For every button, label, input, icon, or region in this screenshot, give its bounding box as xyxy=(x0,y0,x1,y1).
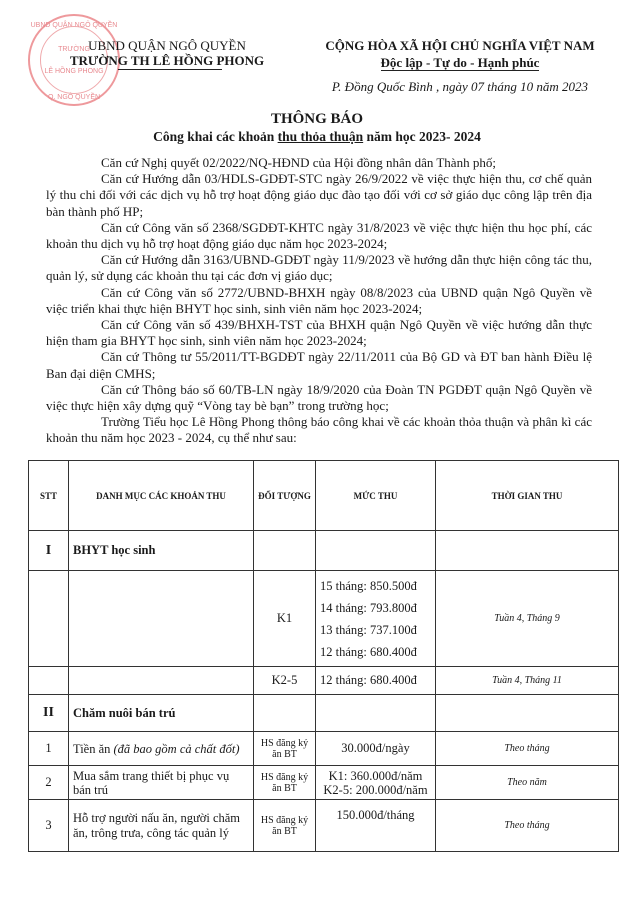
org-line2: TRƯỜNG TH LÊ HỒNG PHONG xyxy=(69,53,265,68)
basis-item: Căn cứ Công văn số 2772/UBND-BHXH ngày 08/8/2023 của UBND quận Ngô Quyền về việc triển khai thực hiện BHYT học sinh, sinh viên năm học 2023-2024; xyxy=(46,284,592,316)
level-cell xyxy=(316,766,436,800)
row-name: Mua sắm trang thiết bị phục vụ bán trú xyxy=(69,766,254,800)
basis-item: Căn cứ Công văn số 2368/SGDĐT-KHTC ngày 31/8/2023 về việc thực hiện thu học phí, các khoản thu dịch vụ hỗ trợ hoạt động giáo dục năm học 2023-2024; xyxy=(46,219,592,252)
table-header-row xyxy=(29,461,619,531)
section-number: II xyxy=(29,695,69,732)
level-line: K2-5: 200.000đ/năm xyxy=(323,782,428,797)
row-name: Hỗ trợ người nấu ăn, người chăm ăn, trông trưa, công tác quản lý xyxy=(69,800,254,852)
basis-item: Căn cứ Hướng dẫn 3163/UBND-GDĐT ngày 11/9/2023 về hướng dẫn thực hiện công tác thu, quản lý, sử dụng các khoản thu tại các đơn vị giáo dục; xyxy=(46,252,592,284)
time-cell: Theo năm xyxy=(436,766,619,800)
row-name-text: Tiền ăn xyxy=(73,741,111,756)
section-name: BHYT học sinh xyxy=(69,531,254,571)
header-level: MỨC THU xyxy=(316,461,436,531)
target-cell: HS đăng ký ăn BT xyxy=(254,800,316,852)
subtitle-underlined: thu thỏa thuận xyxy=(277,129,364,144)
target-cell: K1 xyxy=(254,571,316,667)
time-cell: Tuần 4, Tháng 11 xyxy=(436,667,619,695)
level-cell: 150.000đ/tháng xyxy=(316,800,436,852)
stamp-inner-text: TRƯỜNG xyxy=(58,46,90,53)
section-name: Chăm nuôi bán trú xyxy=(69,695,254,732)
level-cell: 12 tháng: 680.400đ xyxy=(316,667,436,695)
basis-item: Căn cứ Nghị quyết 02/2022/NQ-HĐND của Hội đồng nhân dân Thành phố; xyxy=(101,155,496,170)
time-cell: Tuần 4, Tháng 9 xyxy=(436,571,619,667)
section-row xyxy=(29,695,619,732)
basis-item: Căn cứ Công văn số 439/BHXH-TST của BHXH quận Ngô Quyền về việc hướng dẫn thực hiện tham gia BHYT học sinh, sinh viên năm học 2023-2024; xyxy=(46,317,592,349)
nation-title: CỘNG HÒA XÃ HỘI CHỦ NGHĨA VIỆT NAM xyxy=(325,38,595,53)
section-row xyxy=(29,531,619,571)
row-name-note: (đã bao gồm cả chất đốt) xyxy=(113,741,240,756)
table-row xyxy=(29,667,619,695)
level-line: K1: 360.000đ/năm xyxy=(328,768,423,783)
level-line: 15 tháng: 850.500đ xyxy=(320,578,417,593)
basis-item: Căn cứ Thông tư 55/2011/TT-BGDĐT ngày 22/11/2011 của Bộ GD và ĐT ban hành Điều lệ Ban đại diện CMHS; xyxy=(46,349,592,381)
table-row xyxy=(29,571,619,667)
level-cell: 30.000đ/ngày xyxy=(316,732,436,766)
target-cell: K2-5 xyxy=(254,667,316,695)
time-cell: Theo tháng xyxy=(436,732,619,766)
basis-list xyxy=(46,155,592,447)
level-cell xyxy=(316,571,436,667)
date-line: P. Đồng Quốc Bình , ngày 07 tháng 10 năm 2023 xyxy=(331,79,589,94)
motto xyxy=(300,55,620,71)
org-underline xyxy=(118,69,222,70)
stamp-center-text: LÊ HỒNG PHONG xyxy=(44,68,104,75)
table-row xyxy=(29,732,619,766)
basis-item: Trường Tiểu học Lê Hồng Phong thông báo công khai về các khoản thỏa thuận và phân kì các khoản thu năm học 2023 - 2024, cụ thể như sau: xyxy=(46,414,592,446)
target-cell: HS đăng ký ăn BT xyxy=(254,766,316,800)
header-time: THỜI GIAN THU xyxy=(436,461,619,531)
row-stt: 3 xyxy=(29,800,69,852)
subtitle-post: năm học 2023- 2024 xyxy=(363,129,481,144)
fee-table xyxy=(28,460,619,852)
section-number: I xyxy=(29,531,69,571)
target-cell: HS đăng ký ăn BT xyxy=(254,732,316,766)
subtitle-pre: Công khai các khoản xyxy=(153,129,278,144)
header-category: DANH MỤC CÁC KHOẢN THU xyxy=(69,461,254,531)
level-line: 13 tháng: 737.100đ xyxy=(320,622,417,637)
row-stt: 2 xyxy=(29,766,69,800)
time-cell: Theo tháng xyxy=(436,800,619,852)
row-name xyxy=(69,732,254,766)
doc-subtitle xyxy=(0,129,634,145)
header-stt: STT xyxy=(29,461,69,531)
stamp-top-text: UBND QUẬN NGÔ QUYỀN xyxy=(30,22,118,29)
table-row xyxy=(29,800,619,852)
level-line: 14 tháng: 793.800đ xyxy=(320,600,417,615)
org-line1: UBND QUẬN NGÔ QUYỀN xyxy=(88,38,246,53)
stamp-bottom-text: Q. NGÔ QUYỀN xyxy=(47,94,101,101)
basis-item: Căn cứ Hướng dẫn 03/HDLS-GDĐT-STC ngày 26/9/2022 về việc thực hiện thu, cơ chế quản lý thu chi đối với các dịch vụ hỗ trợ hoạt động giáo dục đào tạo đối với cơ sở giáo dục công lập trên địa bàn thành phố HP; xyxy=(46,171,592,219)
level-line: 12 tháng: 680.400đ xyxy=(320,644,417,659)
motto-text: Độc lập - Tự do - Hạnh phúc xyxy=(380,55,540,70)
doc-title: THÔNG BÁO xyxy=(270,111,364,127)
header-target: ĐỐI TƯỢNG xyxy=(254,461,316,531)
row-stt: 1 xyxy=(29,732,69,766)
table-row xyxy=(29,766,619,800)
basis-item: Căn cứ Thông báo số 60/TB-LN ngày 18/9/2020 của Đoàn TN PGDĐT quận Ngô Quyền về việc thực hiện xây dựng quỹ “Vòng tay bè bạn” trong trường học; xyxy=(46,381,592,414)
